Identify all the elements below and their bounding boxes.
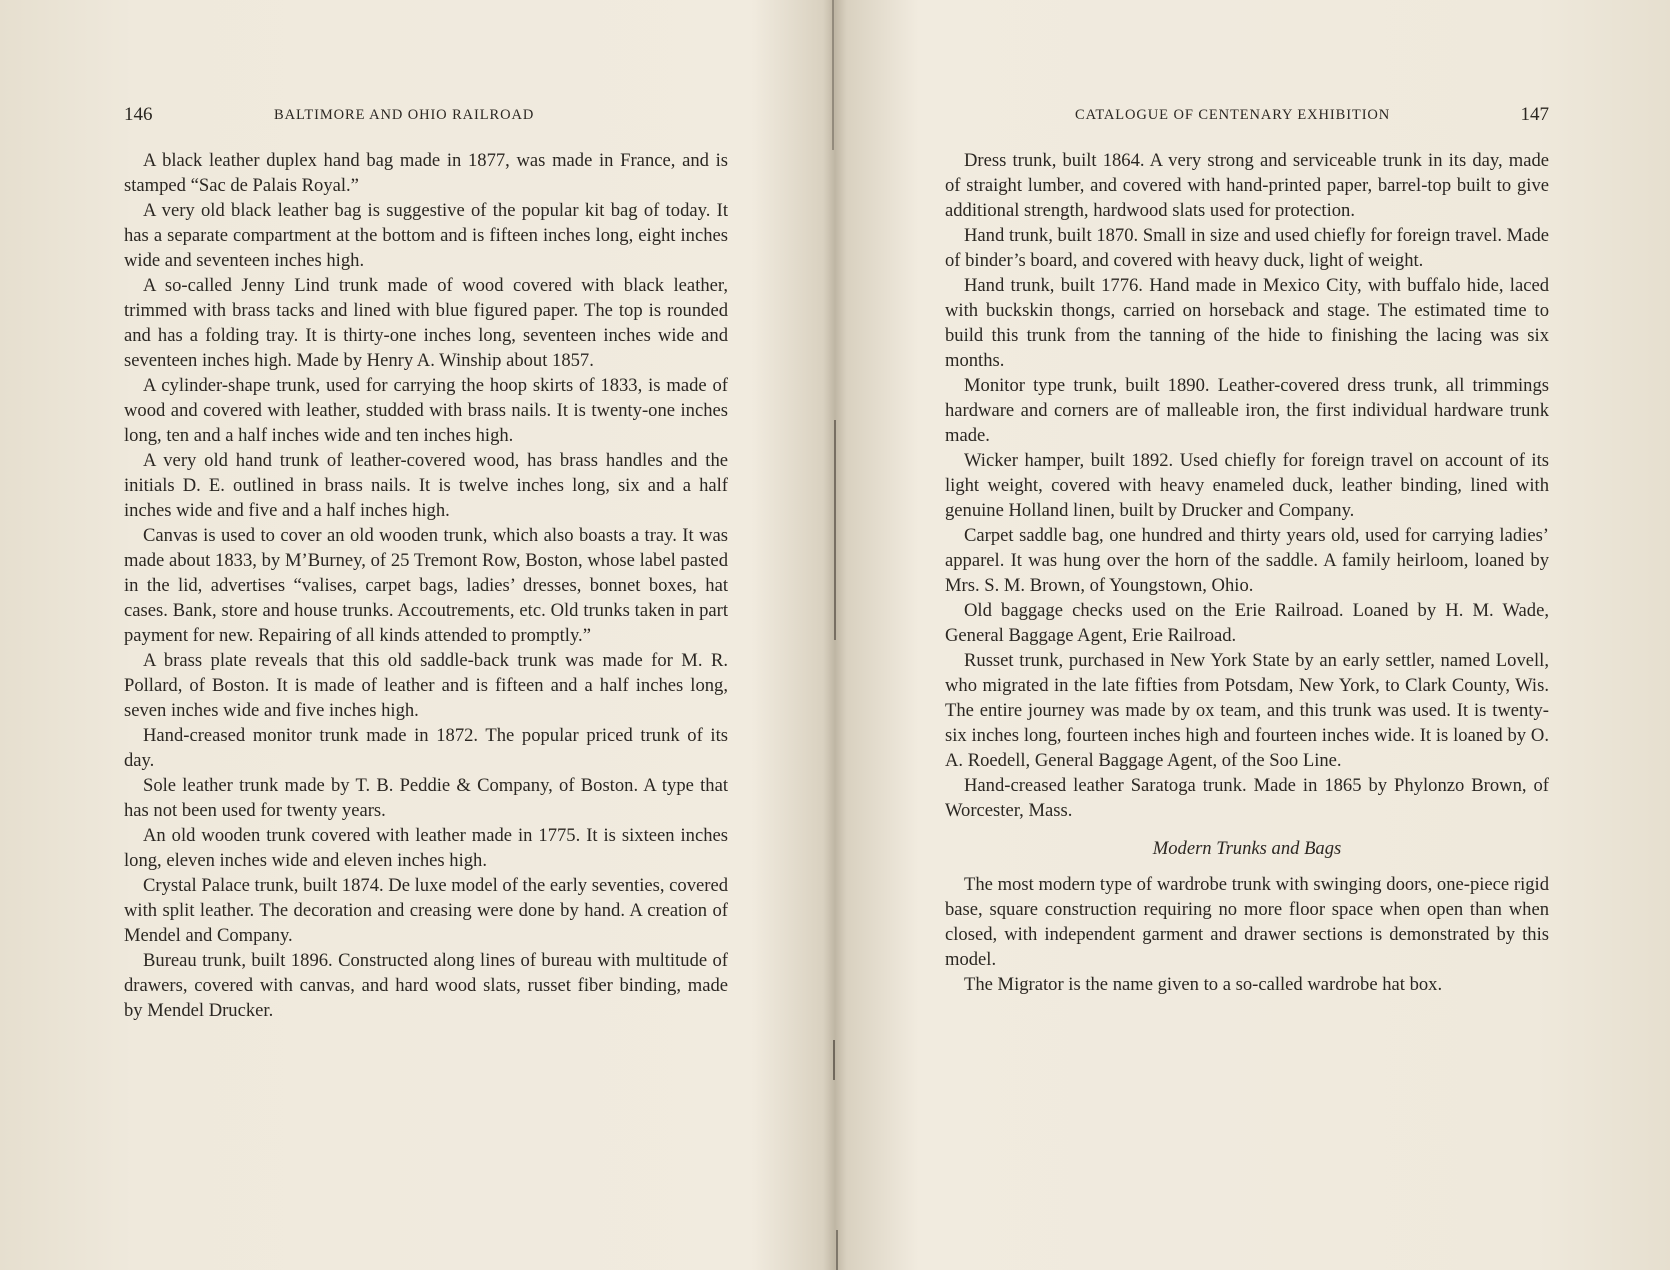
running-head: BALTIMORE AND OHIO RAILROAD [274, 107, 535, 123]
paragraph: Monitor type trunk, built 1890. Leather-covered dress trunk, all trimmings hardware and corners are of malleable iron, the first individual hardware trunk made. [945, 375, 1549, 446]
paragraph: Dress trunk, built 1864. A very strong and serviceable trunk in its day, made of straight lumber, and covered with hand-printed paper, barrel-top built to give additional strength, hardwood slats used for protection. [945, 150, 1549, 221]
paragraph: A cylinder-shape trunk, used for carrying the hoop skirts of 1833, is made of wood and covered with leather, studded with brass nails. It is twenty-one inches long, ten and a half inches wide and ten inches high. [124, 375, 728, 446]
paragraph: A black leather duplex hand bag made in 1877, was made in France, and is stamped “Sac de Palais Royal.” [124, 150, 728, 196]
paragraph: Canvas is used to cover an old wooden trunk, which also boasts a tray. It was made about 1833, by M’Burney, of 25 Tremont Row, Boston, whose label pasted in the lid, advertises “valises, carpet bags, ladies’ dresses, bonnet boxes, hat cases. Bank, store and house trunks. Accoutrements, etc. Old trunks taken in part payment for new. Repairing of all kinds attended to promptly.” [124, 525, 728, 646]
paragraph: Bureau trunk, built 1896. Constructed along lines of bureau with multitude of drawers, covered with canvas, and hard wood slats, russet fiber binding, made by Mendel Drucker. [124, 950, 728, 1021]
left-page-body [124, 148, 728, 1023]
paragraph: A very old hand trunk of leather-covered wood, has brass handles and the initials D. E. outlined in brass nails. It is twelve inches long, six and a half inches wide and five and a half inches high. [124, 450, 728, 521]
page-number: 146 [124, 104, 153, 125]
paragraph: Hand-creased leather Saratoga trunk. Made in 1865 by Phylonzo Brown, of Worcester, Mass. [945, 775, 1549, 821]
paragraph: Hand trunk, built 1776. Hand made in Mexico City, with buffalo hide, laced with buckskin thongs, carried on horseback and stage. The estimated time to build this trunk from the tanning of the hide to finishing the lacing was six months. [945, 275, 1549, 371]
paragraph: Russet trunk, purchased in New York State by an early settler, named Lovell, who migrated in the late fifties from Potsdam, New York, to Clark County, Wis. The entire journey was made by ox team, and this trunk was used. It is twenty-six inches long, fourteen inches high and fourteen inches wide. It is loaned by O. A. Roedell, General Baggage Agent, of the Soo Line. [945, 650, 1549, 771]
paragraph: Hand trunk, built 1870. Small in size and used chiefly for foreign travel. Made of binder’s board, and covered with heavy duck, light of weight. [945, 225, 1549, 271]
page-number: 147 [1520, 104, 1549, 125]
right-page-body [945, 148, 1549, 997]
running-head: CATALOGUE OF CENTENARY EXHIBITION [1075, 107, 1391, 123]
paragraph: Wicker hamper, built 1892. Used chiefly for foreign travel on account of its light weight, covered with heavy enameled duck, leather binding, lined with genuine Holland linen, built by Drucker and Company. [945, 450, 1549, 521]
right-page-header [945, 100, 1549, 130]
paragraph: An old wooden trunk covered with leather made in 1775. It is sixteen inches long, eleven inches wide and eleven inches high. [124, 825, 728, 871]
paragraph: The most modern type of wardrobe trunk with swinging doors, one-piece rigid base, square construction requiring no more floor space when open than when closed, with independent garment and drawer sections is demonstrated by this model. [945, 874, 1549, 970]
paragraph: Crystal Palace trunk, built 1874. De luxe model of the early seventies, covered with split leather. The decoration and creasing were done by hand. A creation of Mendel and Company. [124, 875, 729, 946]
paragraph: Sole leather trunk made by T. B. Peddie & Company, of Boston. A type that has not been used for twenty years. [124, 775, 728, 821]
right-page [835, 0, 1670, 1270]
left-page-header [124, 100, 728, 130]
paragraph: The Migrator is the name given to a so-called wardrobe hat box. [964, 974, 1443, 995]
section-subheading: Modern Trunks and Bags [1152, 838, 1342, 859]
paragraph: Old baggage checks used on the Erie Railroad. Loaned by H. M. Wade, General Baggage Agent, Erie Railroad. [945, 600, 1549, 646]
paragraph: A so-called Jenny Lind trunk made of wood covered with black leather, trimmed with brass tacks and lined with blue figured paper. The top is rounded and has a folding tray. It is thirty-one inches long, seventeen inches wide and seventeen inches high. Made by Henry A. Winship about 1857. [124, 275, 728, 371]
paragraph: A brass plate reveals that this old saddle-back trunk was made for M. R. Pollard, of Boston. It is made of leather and is fifteen and a half inches long, seven inches wide and five inches high. [124, 650, 728, 721]
paragraph: Hand-creased monitor trunk made in 1872. The popular priced trunk of its day. [124, 725, 728, 771]
paragraph: A very old black leather bag is suggestive of the popular kit bag of today. It has a separate compartment at the bottom and is fifteen inches long, eight inches wide and seventeen inches high. [124, 200, 728, 271]
paragraph: Carpet saddle bag, one hundred and thirty years old, used for carrying ladies’ apparel. It was hung over the horn of the saddle. A family heirloom, loaned by Mrs. S. M. Brown, of Youngstown, Ohio. [945, 525, 1549, 596]
